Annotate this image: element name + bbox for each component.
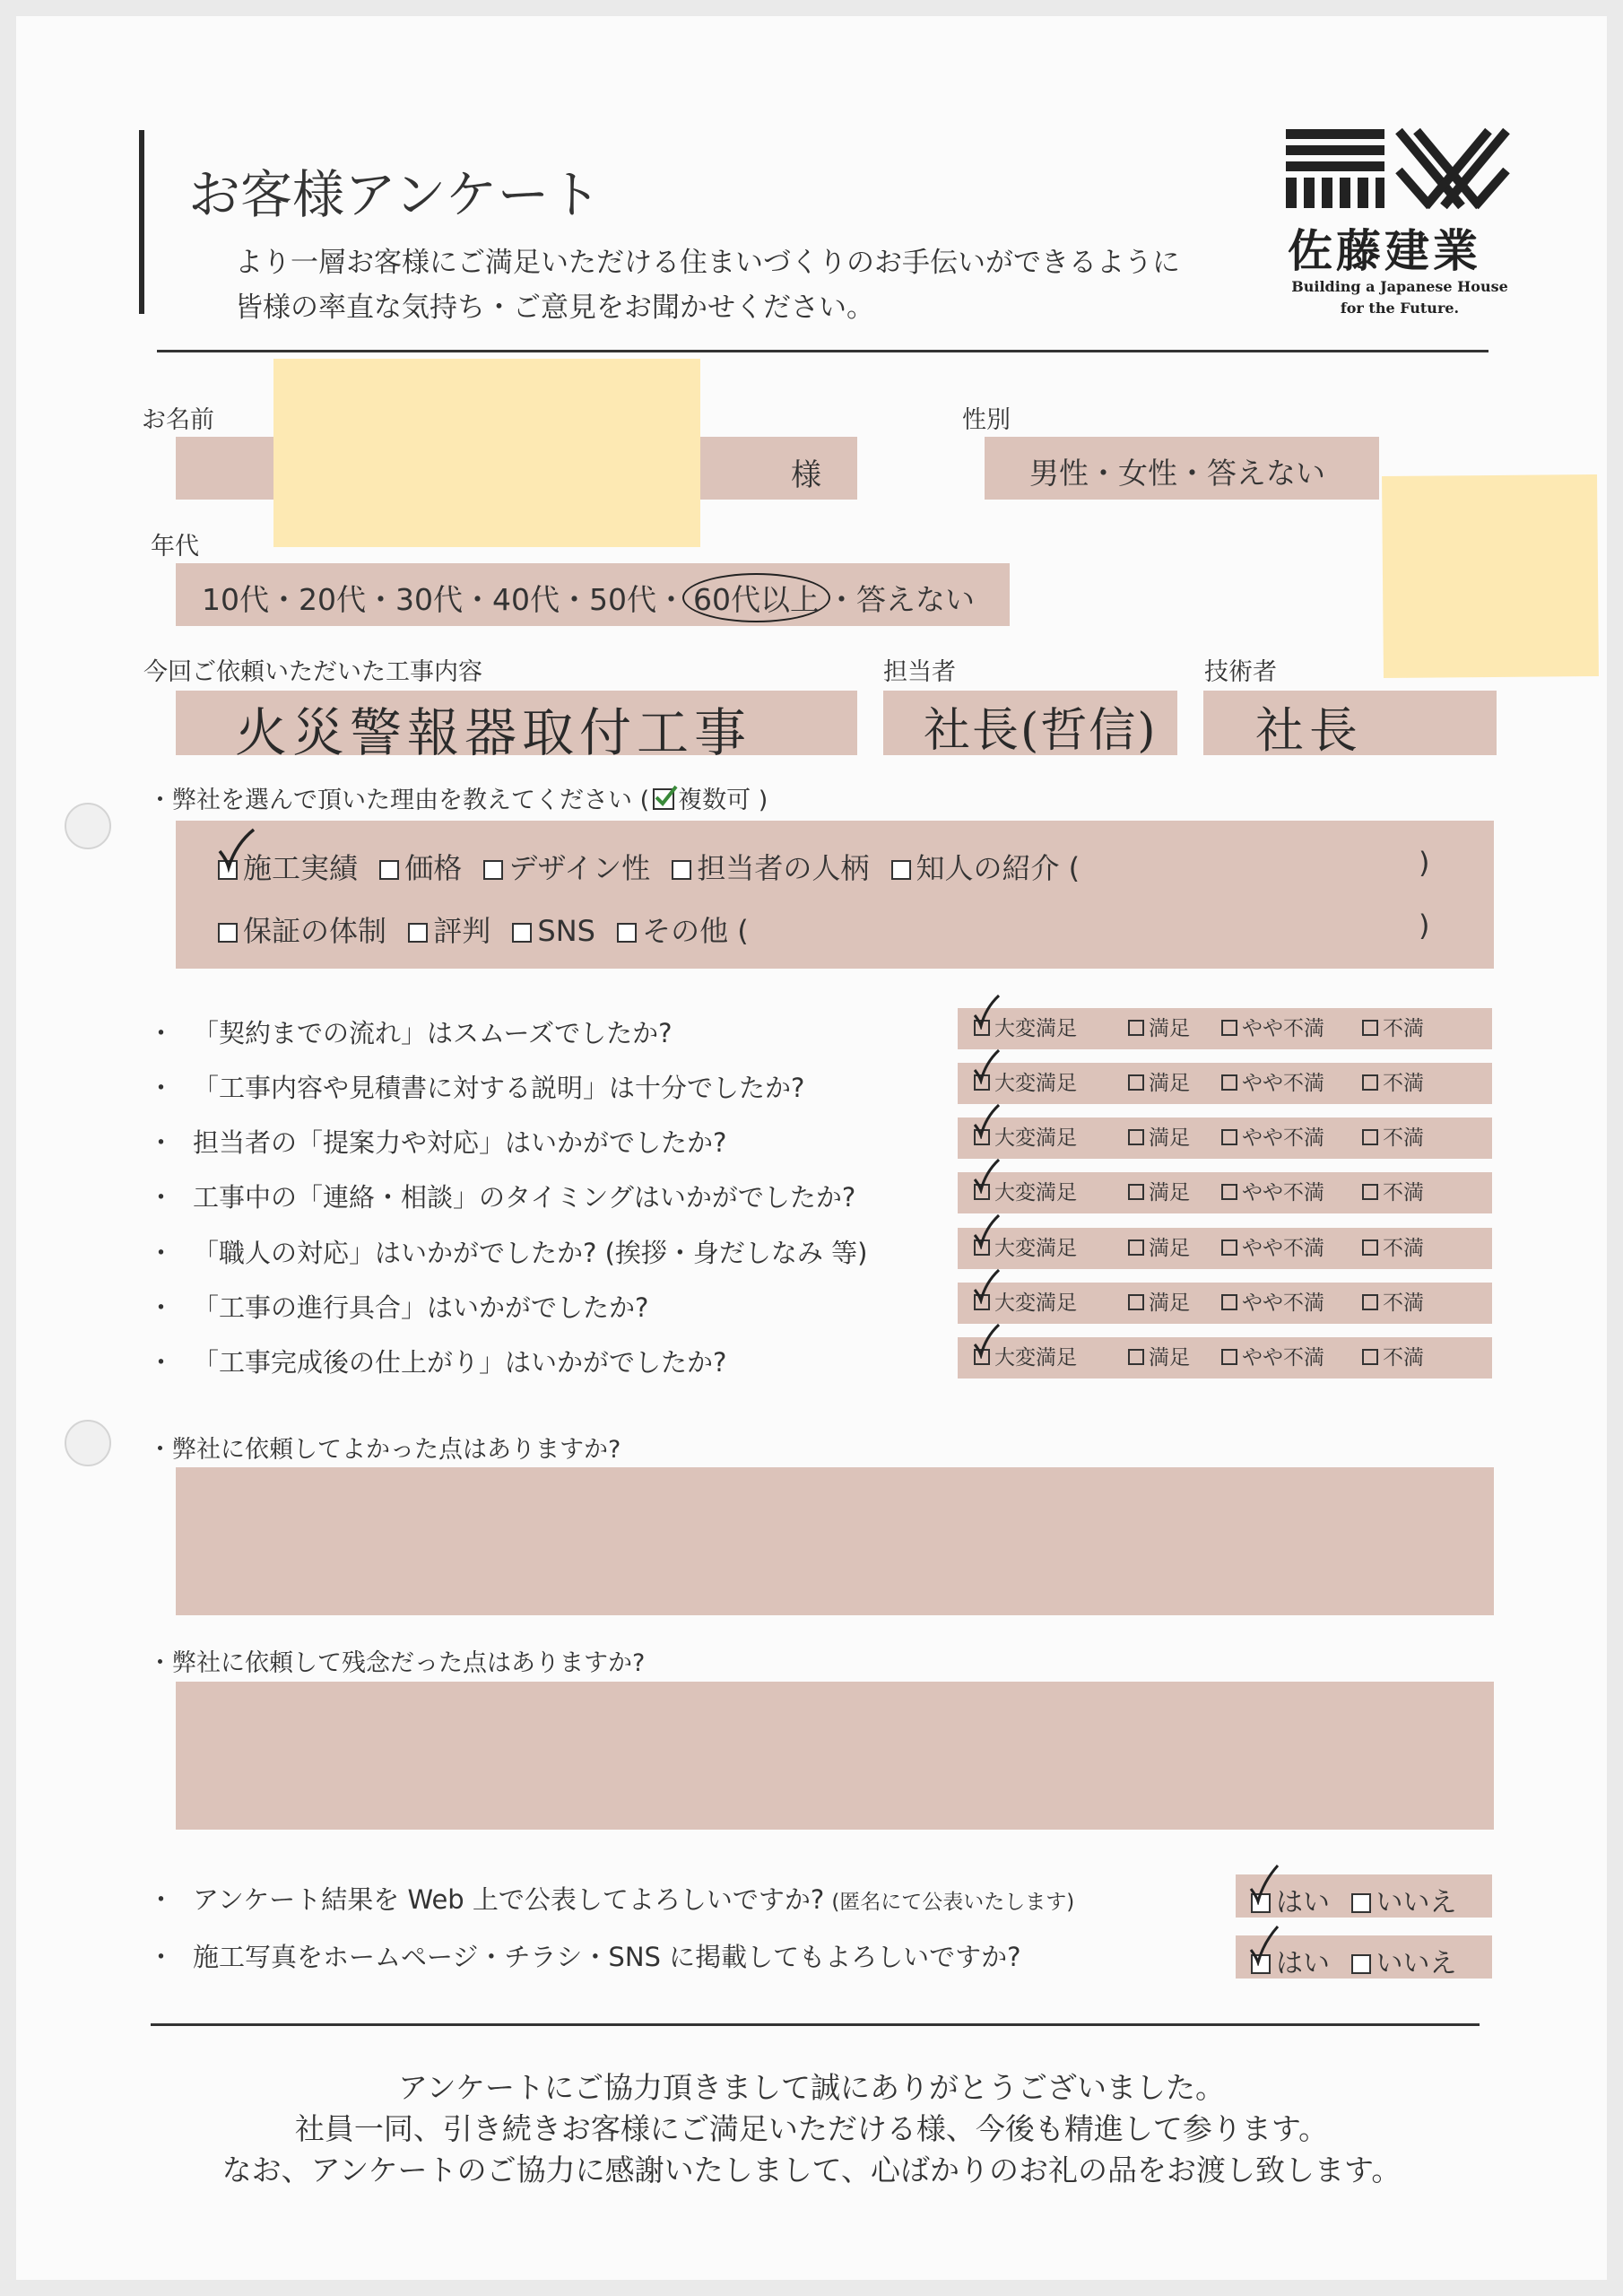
rating-option[interactable]: 満足 xyxy=(1128,1063,1190,1104)
age-option-10[interactable]: 10代 xyxy=(202,582,269,617)
title-accent-bar xyxy=(139,130,144,314)
rating-option[interactable]: 不満 xyxy=(1362,1337,1424,1378)
rating-question-text: 「職人の対応」はいかがでしたか? (挨拶・身だしなみ 等) xyxy=(193,1238,868,1268)
reason-warranty[interactable]: 保証の体制 xyxy=(218,914,386,948)
logo-tagline-2: for the Future. xyxy=(1340,300,1460,317)
checkmark-icon xyxy=(972,1268,1002,1304)
reason-staff-personality[interactable]: 担当者の人柄 xyxy=(672,851,869,885)
age-option-40[interactable]: 40代 xyxy=(492,582,560,617)
rating-question-text: 「工事の進行具合」はいかがでしたか? xyxy=(193,1292,649,1323)
rating-options-box xyxy=(958,1228,1492,1269)
age-option-none[interactable]: 答えない xyxy=(856,582,975,617)
rating-question-text: 工事中の「連絡・相談」のタイミングはいかがでしたか? xyxy=(193,1182,856,1213)
rating-option[interactable]: 大変満足 xyxy=(974,1063,1077,1104)
rating-option[interactable]: 不満 xyxy=(1362,1228,1424,1269)
rating-options-box xyxy=(958,1337,1492,1378)
multi-select-checkbox xyxy=(653,788,674,810)
publish-web-no[interactable]: いいえ xyxy=(1351,1887,1457,1918)
gender-label: 性別 xyxy=(962,406,1011,434)
logo-tagline-1: Building a Japanese House xyxy=(1291,278,1508,295)
age-options: 10代・20代・30代・40代・50代・ 60代以上 ・答えない xyxy=(202,577,975,619)
rating-option[interactable]: やや不満 xyxy=(1221,1337,1324,1378)
good-points-question: ・弊社に依頼してよかった点はありますか? xyxy=(148,1436,621,1464)
punch-hole-bottom xyxy=(65,1420,111,1466)
logo-mark-icon xyxy=(1282,126,1514,212)
thanks-line-3: なお、アンケートのご協力に感謝いたしまして、心ばかりのお礼の品をお渡し致します。 xyxy=(221,2152,1402,2187)
gender-options: 男性・女性・答えない xyxy=(1029,456,1325,491)
reason-referral[interactable]: 知人の紹介 ( xyxy=(891,851,1081,885)
rating-question-text: 担当者の「提案力や対応」はいかがでしたか? xyxy=(193,1127,727,1158)
rating-question-text: 「工事内容や見積書に対する説明」は十分でしたか? xyxy=(193,1073,805,1103)
reasons-row-1-close: ) xyxy=(1419,846,1430,880)
staff-value: 社長(哲信) xyxy=(924,704,1158,758)
rating-option[interactable]: 満足 xyxy=(1128,1172,1190,1213)
rating-option[interactable]: 不満 xyxy=(1362,1283,1424,1324)
reasons-row-2 xyxy=(218,909,749,950)
rating-option[interactable]: 大変満足 xyxy=(974,1283,1077,1324)
page-subtitle: より一層お客様にご満足いただける住まいづくりのお手伝いができるように 皆様の率直な気持ち・ご意見をお聞かせください。 xyxy=(235,247,1180,324)
reason-design[interactable]: デザイン性 xyxy=(483,851,650,885)
checkmark-icon xyxy=(1247,1864,1283,1905)
rating-option[interactable]: 大変満足 xyxy=(974,1172,1077,1213)
rating-option[interactable]: 不満 xyxy=(1362,1008,1424,1049)
name-label: お名前 xyxy=(142,406,214,434)
reason-construction-record[interactable]: 施工実績 xyxy=(218,851,358,885)
reasons-question: ・弊社を選んで頂いた理由を教えてください ( 複数可 ) xyxy=(148,787,768,814)
rating-option[interactable]: やや不満 xyxy=(1221,1283,1324,1324)
rating-question-text: 「契約までの流れ」はスムーズでしたか? xyxy=(193,1018,673,1048)
publish-web-yes[interactable]: はい xyxy=(1251,1887,1330,1918)
checkmark-icon xyxy=(972,994,1002,1030)
rating-option[interactable]: 不満 xyxy=(1362,1118,1424,1159)
rating-options-box xyxy=(958,1172,1492,1213)
publish-photo-yes[interactable]: はい xyxy=(1251,1948,1330,1979)
checkmark-icon xyxy=(972,1213,1002,1249)
rating-option[interactable]: 満足 xyxy=(1128,1008,1190,1049)
rating-option[interactable]: やや不満 xyxy=(1221,1172,1324,1213)
rating-option[interactable]: 満足 xyxy=(1128,1337,1190,1378)
publish-photo-no[interactable]: いいえ xyxy=(1351,1948,1457,1979)
age-option-50[interactable]: 50代 xyxy=(589,582,656,617)
rating-option[interactable]: 満足 xyxy=(1128,1283,1190,1324)
reason-reputation[interactable]: 評判 xyxy=(408,914,490,948)
reason-sns[interactable]: SNS xyxy=(512,914,595,948)
header-divider xyxy=(157,350,1488,352)
publish-web-options xyxy=(1251,1880,1457,1919)
reasons-row-1 xyxy=(218,846,1080,887)
rating-option[interactable]: 大変満足 xyxy=(974,1337,1077,1378)
age-option-60plus[interactable]: 60代以上 xyxy=(682,573,830,622)
reasons-row-2-close: ) xyxy=(1419,909,1430,943)
rating-option[interactable]: やや不満 xyxy=(1221,1008,1324,1049)
redaction-sticky-note xyxy=(273,359,700,547)
rating-option[interactable]: やや不満 xyxy=(1221,1228,1324,1269)
rating-options-box xyxy=(958,1063,1492,1104)
rating-option[interactable]: 不満 xyxy=(1362,1063,1424,1104)
rating-option[interactable]: やや不満 xyxy=(1221,1063,1324,1104)
rating-options-box xyxy=(958,1008,1492,1049)
checkmark-icon xyxy=(1247,1925,1283,1966)
footer-divider xyxy=(151,2023,1480,2026)
age-label: 年代 xyxy=(151,533,199,561)
staff-label: 担当者 xyxy=(883,658,956,686)
rating-option[interactable]: 大変満足 xyxy=(974,1008,1077,1049)
page-title: お客様アンケート xyxy=(188,164,602,225)
rating-option[interactable]: やや不満 xyxy=(1221,1118,1324,1159)
company-name: 佐藤建業 xyxy=(1288,224,1481,277)
reason-price[interactable]: 価格 xyxy=(379,851,462,885)
rating-option[interactable]: 大変満足 xyxy=(974,1118,1077,1159)
work-value: 火災警報器取付工事 xyxy=(235,702,752,763)
engineer-value: 社長 xyxy=(1255,702,1363,759)
company-logo xyxy=(1282,126,1515,323)
rating-option[interactable]: 満足 xyxy=(1128,1228,1190,1269)
rating-question-text: 「工事完成後の仕上がり」はいかがでしたか? xyxy=(193,1347,727,1378)
checkmark-icon xyxy=(972,1323,1002,1359)
thanks-line-2: 社員一同、引き続きお客様にご満足いただける様、今後も精進して参ります。 xyxy=(294,2111,1329,2146)
name-suffix: 様 xyxy=(791,457,821,493)
rating-option[interactable]: 満足 xyxy=(1128,1118,1190,1159)
work-label: 今回ご依頼いただいた工事内容 xyxy=(143,658,482,686)
reason-other[interactable]: その他 ( xyxy=(617,914,749,948)
checkmark-icon xyxy=(214,828,259,873)
thanks-line-1: アンケートにご協力頂きまして誠にありがとうございました。 xyxy=(397,2070,1226,2105)
checkmark-icon xyxy=(972,1048,1002,1084)
publish-photo-options xyxy=(1251,1941,1457,1980)
checkmark-icon xyxy=(972,1158,1002,1194)
bad-points-field[interactable] xyxy=(176,1682,1494,1830)
age-option-30[interactable]: 30代 xyxy=(395,582,463,617)
rating-option[interactable]: 大変満足 xyxy=(974,1228,1077,1269)
engineer-label: 技術者 xyxy=(1204,658,1277,686)
checkmark-icon xyxy=(972,1103,1002,1139)
redaction-sticky-note-2 xyxy=(1382,474,1599,678)
publish-photo-question: 施工写真をホームページ・チラシ・SNS に掲載してもよろしいですか? xyxy=(193,1942,1021,1972)
publish-web-note: (匿名にて公表いたします) xyxy=(831,1891,1075,1914)
rating-options-box xyxy=(958,1283,1492,1324)
age-option-20[interactable]: 20代 xyxy=(299,582,366,617)
rating-option[interactable]: 不満 xyxy=(1362,1172,1424,1213)
bad-points-question: ・弊社に依頼して残念だった点はありますか? xyxy=(148,1649,646,1677)
good-points-field[interactable] xyxy=(176,1467,1494,1615)
publish-web-question: アンケート結果を Web 上で公表してよろしいですか? xyxy=(193,1884,825,1915)
punch-hole-top xyxy=(65,803,111,849)
rating-options-box xyxy=(958,1118,1492,1159)
